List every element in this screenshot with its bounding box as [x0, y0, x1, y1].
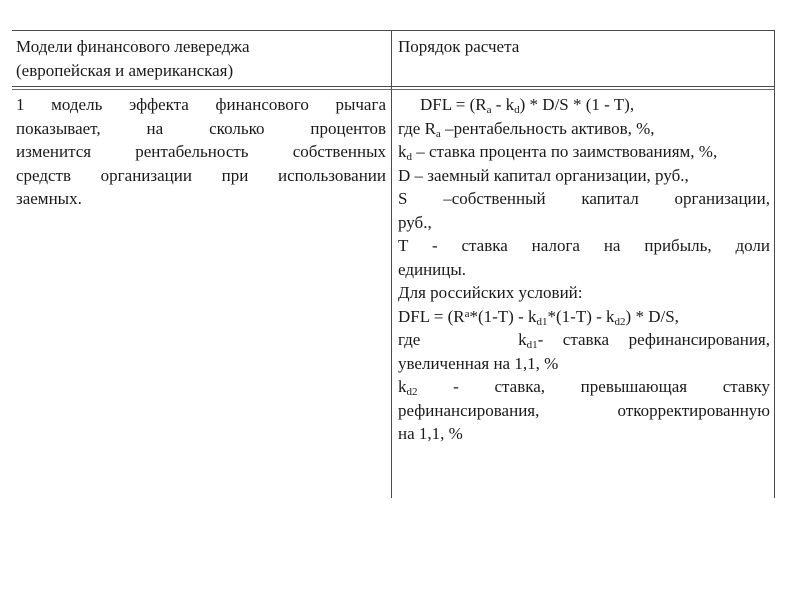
formula-dfl-european: DFL = $(R_a - k_d) * D/S * (1 - T)$,: [420, 95, 635, 116]
description-line: 1 модель эффекта финансового рычага: [16, 95, 386, 114]
description-line: заемных.: [16, 189, 82, 208]
description-line: изменится рентабельность собственных: [16, 142, 386, 161]
description-line: средств организации при использовании: [16, 165, 386, 185]
table-right-border: [774, 31, 775, 498]
model-description: [16, 93, 386, 211]
definition-s-cont: руб.,: [398, 212, 432, 232]
header-models-line2: (европейская и американская): [16, 60, 234, 80]
definition-kd2-end: на 1,1, %: [398, 424, 463, 443]
header-models: [16, 35, 386, 82]
header-divider-double: [12, 89, 775, 90]
definition-kd2: $k_{d2}$ - ставка, превышающая ставку: [398, 377, 770, 398]
definition-kd: $k_d$ – ставка процента по заимствованиям, %,: [398, 142, 718, 163]
header-divider: [12, 86, 775, 87]
header-calculation-text: Порядок расчета: [398, 37, 520, 56]
definition-kd2-cont: рефинансирования, откорректированную: [398, 400, 770, 420]
definition-d: D – заемный капитал организации, руб.,: [398, 165, 689, 185]
russian-conditions-label: Для российских условий:: [398, 283, 583, 302]
description-line: показывает, на сколько процентов: [16, 118, 386, 138]
calculation-steps: [398, 93, 770, 446]
definition-ra: где $R_a$ –рентабельность активов, %,: [398, 118, 655, 140]
definition-s: S –собственный капитал организации,: [398, 189, 770, 208]
definition-t-cont: единицы.: [398, 259, 467, 279]
definition-t: T - ставка налога на прибыль, доли: [398, 236, 770, 255]
calculation-table: [12, 30, 775, 498]
definition-kd1: где $k_{d1}-$ ставка рефинансирования,: [398, 330, 771, 351]
definition-kd1-cont: увеличенная на 1,1, %: [398, 353, 559, 373]
header-models-line1: Модели финансового левереджа: [16, 37, 250, 56]
formula-dfl-russian: DFL = $(R^a*(1-T) - k_{d1}*(1-T) - k_{d2}) * D/S$,: [398, 306, 679, 328]
header-calculation: [398, 35, 768, 59]
column-divider: [391, 31, 392, 498]
